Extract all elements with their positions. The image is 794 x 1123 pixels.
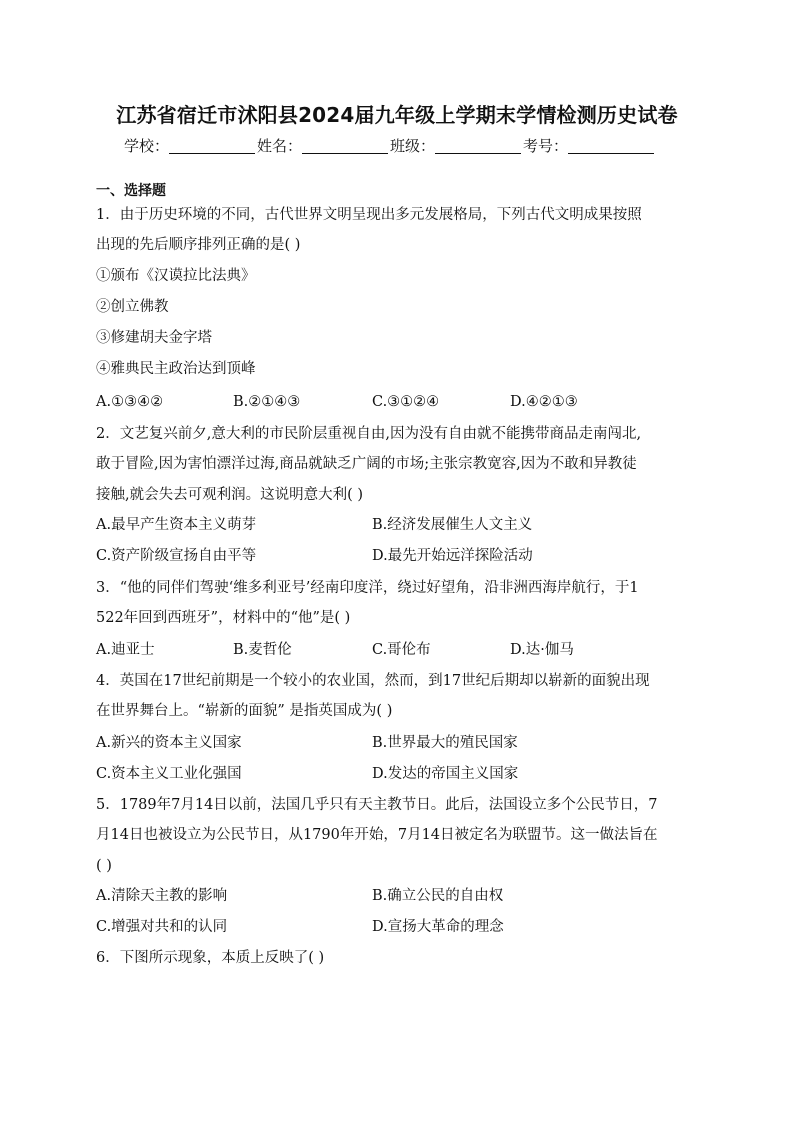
section-heading: 一、选择题 <box>96 183 166 199</box>
q4-stem-line-1: 4．英国在17世纪前期是一个较小的农业国，然而，到17世纪后期却以崭新的面貌出现 <box>96 673 650 689</box>
student-info-row <box>124 134 684 158</box>
q3-option-a[interactable]: A.迪亚士 <box>96 642 155 658</box>
q2-stem-line-1: 2．文艺复兴前夕,意大利的市民阶层重视自由,因为没有自由就不能携带商品走南闯北, <box>96 426 642 442</box>
q3-option-c[interactable]: C.哥伦布 <box>372 642 431 658</box>
name-label: 姓名： <box>257 137 303 155</box>
q1-stem-line-2: 出现的先后顺序排列正确的是( ) <box>96 237 301 253</box>
q2-option-c[interactable]: C.资产阶级宣扬自由平等 <box>96 548 257 564</box>
q4-option-b[interactable]: B.世界最大的殖民国家 <box>372 735 518 751</box>
q2-stem-line-2: 敢于冒险,因为害怕漂洋过海,商品就缺乏广阔的市场;主张宗教宽容,因为不敢和异教徒 <box>96 456 637 472</box>
q1-stem-line-1: 1．由于历史环境的不同，古代世界文明呈现出多元发展格局，下列古代文明成果按照 <box>96 207 642 223</box>
q3-stem-line-2: 522年回到西班牙”，材料中的“他”是( ) <box>96 610 351 626</box>
q4-stem-line-2: 在世界舞台上。“崭新的面貌” 是指英国成为( ) <box>96 703 393 719</box>
page-title: 江苏省宿迁市沭阳县2024届九年级上学期末学情检测历史试卷 <box>116 103 678 127</box>
q1-option-d[interactable]: D.④②①③ <box>510 394 578 410</box>
q4-option-a[interactable]: A.新兴的资本主义国家 <box>96 735 242 751</box>
q2-option-d[interactable]: D.最先开始远洋探险活动 <box>372 548 533 564</box>
q1-option-b[interactable]: B.②①④③ <box>233 394 301 410</box>
q1-option-c[interactable]: C.③①②④ <box>372 394 440 410</box>
q3-stem-line-1: 3．“他的同伴们驾驶‘维多利亚号’经南印度洋，绕过好望角，沿非洲西海岸航行，于1 <box>96 580 639 596</box>
q5-option-d[interactable]: D.宣扬大革命的理念 <box>372 919 504 935</box>
q5-option-b[interactable]: B.确立公民的自由权 <box>372 888 504 904</box>
q5-stem-line-2: 月14日也被设立为公民节日，从1790年开始，7月14日被定名为联盟节。这一做法旨在 <box>96 827 658 843</box>
q5-option-a[interactable]: A.清除天主教的影响 <box>96 888 228 904</box>
q1-item-3: ③修建胡夫金字塔 <box>96 330 212 346</box>
q2-option-a[interactable]: A.最早产生资本主义萌芽 <box>96 517 257 533</box>
q4-option-c[interactable]: C.资本主义工业化强国 <box>96 766 242 782</box>
q1-option-a[interactable]: A.①③④② <box>96 394 164 410</box>
class-label: 班级： <box>390 137 436 155</box>
q1-item-4: ④雅典民主政治达到顶峰 <box>96 361 256 377</box>
number-blank[interactable] <box>568 137 654 154</box>
school-blank[interactable] <box>169 137 255 154</box>
school-label: 学校： <box>124 137 170 155</box>
class-blank[interactable] <box>435 137 521 154</box>
q1-item-2: ②创立佛教 <box>96 299 169 315</box>
q1-item-1: ①颁布《汉谟拉比法典》 <box>96 268 256 284</box>
q2-option-b[interactable]: B.经济发展催生人文主义 <box>372 517 533 533</box>
q5-option-c[interactable]: C.增强对共和的认同 <box>96 919 228 935</box>
name-blank[interactable] <box>302 137 388 154</box>
number-label: 考号： <box>523 137 569 155</box>
q6-stem-line-1: 6．下图所示现象，本质上反映了( ) <box>96 950 325 966</box>
q3-option-b[interactable]: B.麦哲伦 <box>233 642 292 658</box>
q5-stem-line-1: 5．1789年7月14日以前，法国几乎只有天主教节日。此后，法国设立多个公民节日，7 <box>96 797 658 813</box>
q2-stem-line-3: 接触,就会失去可观利润。这说明意大利( ) <box>96 487 364 503</box>
q5-stem-line-3: ( ) <box>96 858 112 874</box>
q4-option-d[interactable]: D.发达的帝国主义国家 <box>372 766 519 782</box>
q3-option-d[interactable]: D.达·伽马 <box>510 642 574 658</box>
